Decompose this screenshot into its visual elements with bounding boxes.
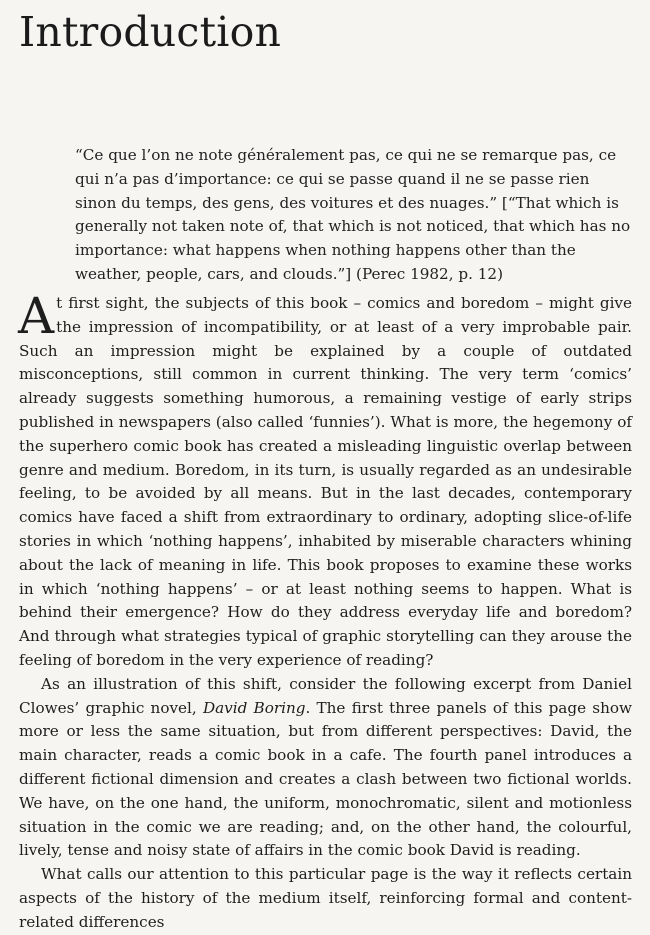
paragraph-2-rest: . The first three panels of this page show more or less the same situation, but from different perspectives: David, the main character, reads a comic book in a cafe. The fourth panel introduces a different fictional dimension and creates a clash between two fictional worlds. We have, on the one hand, the uniform, monochromatic, silent and motionless situation in the comic we are reading; and, on the other hand, the colourful, lively, tense and noisy state of affairs in the comic book David is reading.	[19, 698, 632, 860]
paragraph-2-lead: As an illustration of this shift, consider the following excerpt from Daniel Clowes’ graphic novel,	[19, 674, 632, 717]
body-text	[18, 287, 632, 935]
paragraph-3	[19, 863, 632, 934]
book-title-italic: David Boring	[202, 698, 306, 717]
page-title: Introduction	[19, 8, 282, 56]
paragraph-1	[18, 287, 632, 673]
paragraph-1-text: t first sight, the subjects of this book – comics and boredom – might give the impression of incompatibility, or at least of a very improbable pair. Such an impression might be explained by a couple of outdated misconceptions, still common in current thinking. The very term ‘comics’ already suggests something humorous, a remaining vestige of early strips published in newspapers (also called ‘funnies’). What is more, the hegemony of the superhero comic book has created a misleading linguistic overlap between genre and medium. Boredom, in its turn, is usually regarded as an undesirable feeling, to be avoided by all means. But in the last decades, contemporary comics have faced a shift from extraordinary to ordinary, adopting slice-of-life stories in which ‘nothing happens’, inhabited by miserable characters whining about the lack of meaning in life. This book proposes to examine these works in which ‘nothing happens’ – or at least nothing seems to happen. What is behind their emergence? How do they address everyday life and boredom? And through what strategies typical of graphic storytelling can they arouse the feeling of boredom in the very experience of reading?	[19, 294, 632, 669]
epigraph-quote: “Ce que l’on ne note généralement pas, ce qui ne se remarque pas, ce qui n’a pas d’importance: ce qui se passe quand il ne se passe rien sinon du temps, des gens, des voitures et des nuages.” [“That which is generally not taken note of, that which is not noticed, that which has no importance: what happens when nothing happens other than the weather, people, cars, and clouds.”] (Perec 1982, p. 12)	[75, 146, 631, 283]
drop-cap: A	[18, 287, 55, 345]
paragraph-2	[19, 673, 632, 863]
paragraph-3-text: What calls our attention to this particular page is the way it reflects certain aspects of the history of the medium itself, reinforcing formal and content-related differences	[19, 865, 632, 931]
